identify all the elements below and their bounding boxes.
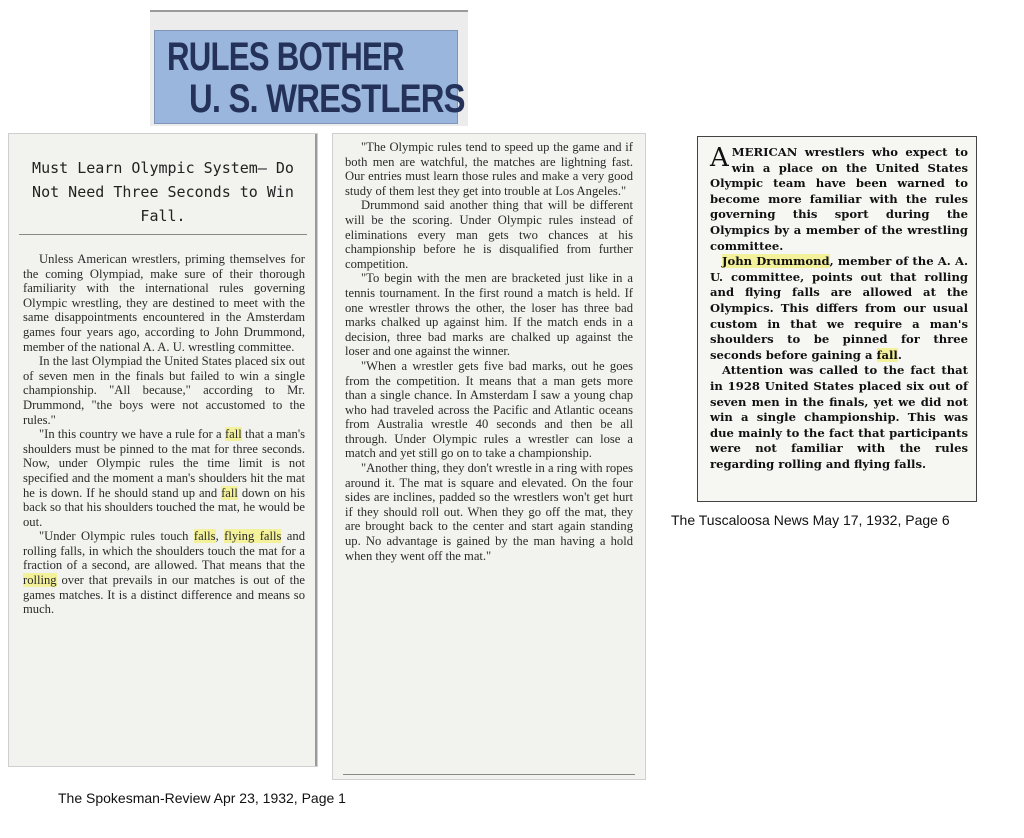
tuscaloosa-caption: The Tuscaloosa News May 17, 1932, Page 6 bbox=[671, 512, 950, 528]
column-divider bbox=[315, 134, 317, 766]
paragraph: AMERICAN wrestlers who expect to win a place on the United States Olympic team have been warned to become more familiar with the rules governing this sport during the Olympics by a member of the wrestling committee. bbox=[710, 143, 968, 253]
article-body-col2 bbox=[345, 140, 633, 563]
spokesman-column-2 bbox=[332, 133, 646, 780]
highlight-fall: fall bbox=[224, 427, 242, 442]
paragraph: Unless American wrestlers, priming themselves for the coming Olympiad, make sure of their thorough familiarity with the international rules governing Olympic wrestling, they are destined to meet with the same disappointments encountered in the Amsterdam games four years ago, according to John Drummond, member of the national A. A. U. wrestling committee. bbox=[23, 252, 305, 354]
highlight-flying-falls: flying falls bbox=[224, 529, 282, 544]
headline-highlight bbox=[154, 30, 465, 124]
paragraph: "To begin with the men are bracketed just like in a tennis tournament. In the first round a match is held. If one wrestler throws the other, the loser has three bad marks chalked up against him. If the match ends in a decision, three bad marks are chalked up against the loser and one against the winner. bbox=[345, 271, 633, 359]
paragraph: "The Olympic rules tend to speed up the game and if both men are watchful, the matches are lightning fast. Our entries must learn those rules and make a very good study of them lest they get into trouble at Los Angeles." bbox=[345, 140, 633, 198]
deck-rule bbox=[19, 234, 307, 235]
highlight-fall: fall bbox=[876, 347, 898, 362]
headline-line-1: RULES BOTHER bbox=[167, 35, 404, 79]
paragraph: Drummond said another thing that will be different will be the scoring. Under Olympic rules instead of eliminations every man gets two chances at his championship before he is disqualified from further competition. bbox=[345, 198, 633, 271]
end-rule bbox=[343, 774, 635, 775]
highlight-falls: falls bbox=[193, 529, 216, 544]
tuscaloosa-clipping bbox=[697, 136, 977, 502]
spokesman-caption: The Spokesman-Review Apr 23, 1932, Page 1 bbox=[58, 790, 346, 806]
paragraph: "In this country we have a rule for a fall that a man's shoulders must be pinned to the mat for three seconds. Now, under Olympic rules the time limit is not specified and the moment a man's shoulders hit the mat he is down. If he should stand up and fall down on his back so that his shoulders touched the mat, he would be out. bbox=[23, 427, 305, 529]
paragraph: In the last Olympiad the United States placed six out of seven men in the finals but failed to win a single championship. "All because," according to Mr. Drummond, "the boys were not accustomed to the rules." bbox=[23, 354, 305, 427]
highlight-fall: fall bbox=[221, 485, 238, 500]
highlight-rolling: rolling bbox=[23, 573, 57, 588]
paragraph: "Under Olympic rules touch falls, flying falls and rolling falls, in which the shoulders touch the mat for a fraction of a second, are allowed. That means that the rolling over that prevails in our matches is out of the games matches. It is a distinct difference and means so much. bbox=[23, 529, 305, 617]
headline-line-2: U. S. WRESTLERS bbox=[189, 77, 465, 121]
paragraph: Attention was called to the fact that in 1928 United States placed six out of seven men in the finals, yet we did not win a single championship. This was due mainly to the fact that participants were not familiar with the rules regarding rolling and flying falls. bbox=[710, 363, 968, 471]
tuscaloosa-body bbox=[710, 145, 968, 472]
headline-clipping bbox=[150, 10, 468, 126]
paragraph: John Drummond, member of the A. A. U. committee, points out that rolling and flying falls are allowed at the Olympics. This differs from our usual custom in that we require a man's shoulders to be pinned for three seconds before gaining a fall. bbox=[710, 254, 968, 362]
article-deck: Must Learn Olympic System— Do Not Need Three Seconds to Win Fall. bbox=[32, 159, 294, 225]
highlight-john-drummond: John Drummond bbox=[722, 254, 830, 269]
drop-cap: A bbox=[710, 143, 729, 173]
paragraph: "Another thing, they don't wrestle in a ring with ropes around it. The mat is square and elevated. On the four sides are inclines, padded so the wrestlers won't get hurt if they should roll out. When they go off the mat, they are brought back to the center and start again standing up. No advantage is gained by the man having a hold when they went off the mat." bbox=[345, 461, 633, 563]
paragraph: "When a wrestler gets five bad marks, out he goes from the competition. It means that a man gets more than a single chance. In Amsterdam I saw a young chap who had traveled across the Pacific and Atlantic oceans from Australia wrestle 40 seconds and then be all through. Under Olympic rules a wrestler can lose a match and yet still go on to take a championship. bbox=[345, 358, 633, 461]
article-body-col1 bbox=[23, 252, 305, 617]
spokesman-column-1 bbox=[8, 133, 318, 767]
